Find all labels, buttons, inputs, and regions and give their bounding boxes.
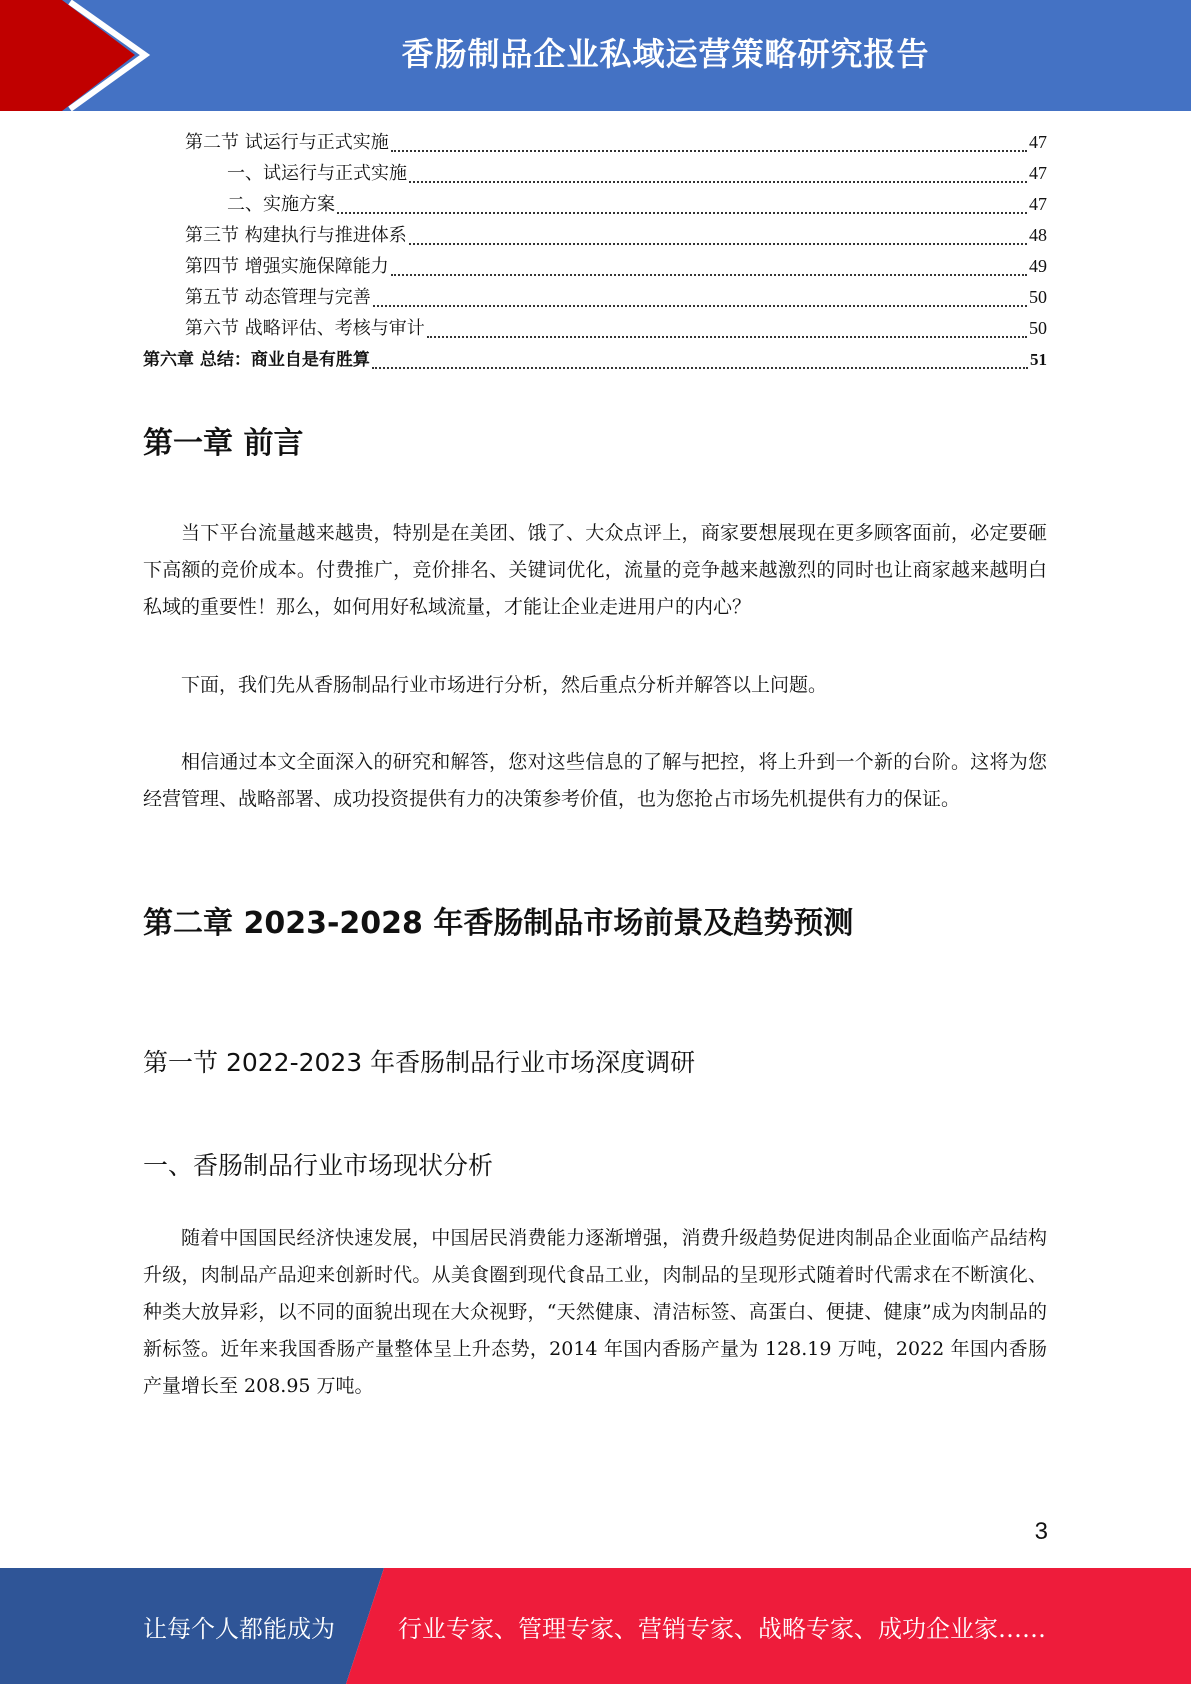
paragraph: 相信通过本文全面深入的研究和解答，您对这些信息的了解与把控，将上升到一个新的台阶。这将为您经营管理、战略部署、成功投资提供有力的决策参考价值，也为您抢占市场先机提供有力的保证。 [143, 751, 1047, 810]
chapter-2-body [143, 1220, 1047, 1405]
toc-entry-page: 50 [1029, 318, 1047, 338]
chapter-2-title: 第二章 2023-2028 年香肠制品市场前景及趋势预测 [143, 906, 854, 941]
toc-entry-page: 48 [1029, 225, 1047, 245]
toc-entry-label: 第五节 动态管理与完善 [185, 287, 371, 308]
toc-entry[interactable] [143, 283, 1047, 314]
report-title: 香肠制品企业私域运营策略研究报告 [401, 35, 930, 73]
paragraph: 下面，我们先从香肠制品行业市场进行分析，然后重点分析并解答以上问题。 [181, 674, 828, 696]
toc-entry-label: 第六节 战略评估、考核与审计 [185, 318, 425, 339]
toc-entry-page: 47 [1029, 163, 1047, 183]
toc-entry-label: 二、实施方案 [227, 194, 335, 215]
toc-entry-label: 第六章 总结：商业自是有胜算 [143, 350, 370, 370]
toc-entry-label: 第四节 增强实施保障能力 [185, 256, 389, 277]
toc-entry[interactable] [143, 190, 1047, 221]
toc-entry-label: 第二节 试运行与正式实施 [185, 132, 389, 153]
chapter-1-body [143, 515, 1047, 626]
toc-entry-page: 47 [1029, 132, 1047, 152]
toc-entry[interactable] [143, 128, 1047, 159]
chapter-1-heading-wrap [143, 418, 1047, 462]
toc-entry-page: 47 [1029, 194, 1047, 214]
chapter-2-heading-wrap [143, 898, 1047, 942]
page-header [0, 0, 1191, 111]
chapter-1-title: 第一章 前言 [143, 426, 304, 461]
subsection-1-heading-wrap [143, 1146, 1047, 1182]
subsection-title: 一、香肠制品行业市场现状分析 [143, 1151, 494, 1180]
page-number: 3 [1034, 1518, 1048, 1545]
toc-entry-label: 第三节 构建执行与推进体系 [185, 225, 407, 246]
footer-slogan-right: 行业专家、管理专家、营销专家、战略专家、成功企业家…… [398, 1614, 1046, 1643]
toc-entry[interactable] [143, 252, 1047, 283]
toc-entry[interactable] [143, 159, 1047, 190]
toc-entry[interactable] [143, 221, 1047, 252]
toc-entry-page: 51 [1030, 350, 1047, 369]
paragraph: 当下平台流量越来越贵，特别是在美团、饿了、大众点评上，商家要想展现在更多顾客面前，必定要砸下高额的竞价成本。付费推广，竞价排名、关键词优化，流量的竞争越来越激烈的同时也让商家越来越明白私域的重要性！那么，如何用好私域流量，才能让企业走进用户的内心？ [143, 522, 1047, 618]
toc-entry-label: 一、试运行与正式实施 [227, 163, 407, 184]
toc-entry-page: 50 [1029, 287, 1047, 307]
table-of-contents [143, 128, 1047, 376]
section-title: 第一节 2022-2023 年香肠制品行业市场深度调研 [143, 1048, 696, 1077]
toc-entry-chapter[interactable] [143, 345, 1047, 376]
paragraph: 随着中国国民经济快速发展，中国居民消费能力逐渐增强，消费升级趋势促进肉制品企业面临产品结构升级，肉制品产品迎来创新时代。从美食圈到现代食品工业，肉制品的呈现形式随着时代需求在不断演化、种类大放异彩，以不同的面貌出现在大众视野，“天然健康、清洁标签、高蛋白、便捷、健康”成为肉制品的新标签。近年来我国香肠产量整体呈上升态势，2014 年国内香肠产量为 128.19 万吨，2022 年国内香肠产量增长至 208.95 万吨。 [143, 1227, 1047, 1397]
toc-entry-page: 49 [1029, 256, 1047, 276]
section-1-heading-wrap [143, 1043, 1047, 1079]
chapter-1-body-2 [143, 667, 1047, 704]
footer-slogan-left: 让每个人都能成为 [143, 1614, 335, 1643]
toc-entry[interactable] [143, 314, 1047, 345]
chapter-1-body-3 [143, 744, 1047, 818]
page-footer [0, 1568, 1191, 1684]
